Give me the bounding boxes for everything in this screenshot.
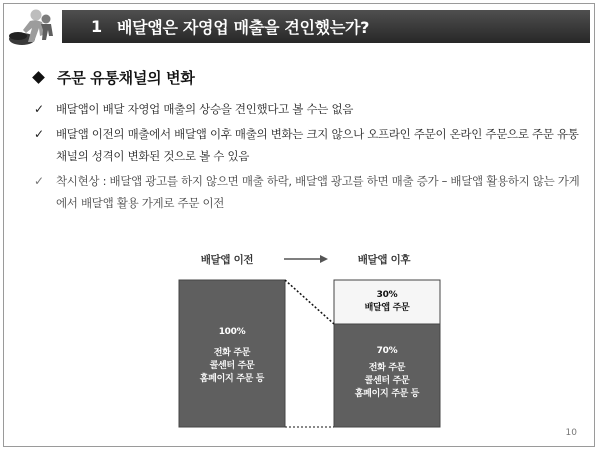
after-label: 배달앱 이후 [357,254,411,266]
before-line: 홈페이지 주문 등 [199,374,265,384]
section-number: 1 [91,17,103,36]
before-line: 콜센터 주문 [209,361,255,371]
before-line: 전화 주문 [213,348,251,358]
dotted-connector [285,280,334,324]
before-percent: 100% [218,327,246,337]
after-bottom-line: 콜센터 주문 [364,375,410,386]
bullet-text: 배달앱이 배달 자영업 매출의 상승을 견인했다고 볼 수는 없음 [56,102,354,116]
check-icon: ✓ [34,102,44,116]
diagram-graphics [4,4,596,448]
after-top-percent: 30% [376,290,398,300]
after-top-block-text [334,289,440,315]
bullet-text: 배달앱 이전의 매출에서 배달앱 이후 매출의 변화는 크지 않으나 오프라인 주문이 온라인 주문으로 주문 유통채널의 성격이 변화된 것으로 볼 수 있음 [56,127,579,163]
check-icon: ✓ [34,174,44,188]
section-heading-text: 주문 유통채널의 변화 [57,69,195,87]
check-icon: ✓ [34,127,44,141]
after-bottom-line: 전화 주문 [368,362,406,373]
arrow-right-icon [284,255,328,263]
after-top-line: 배달앱 주문 [364,303,410,313]
after-bottom-percent: 70% [376,345,398,356]
slide-title: 배달앱은 자영업 매출을 견인했는가? [117,18,370,37]
after-bottom-block-text [334,345,440,401]
before-block-text [179,326,285,386]
before-label: 배달앱 이전 [200,254,254,266]
page-number: 10 [565,428,577,438]
channel-diagram [4,4,596,448]
after-bottom-line: 홈페이지 주문 등 [354,388,420,399]
bullet-text: 착시현상 : 배달앱 광고를 하지 않으면 매출 하락, 배달앱 광고를 하면 매출 증가 – 배달앱 활용하지 않는 가게에서 배달앱 활용 가게로 주문 이전 [56,174,580,210]
slide [3,3,595,447]
